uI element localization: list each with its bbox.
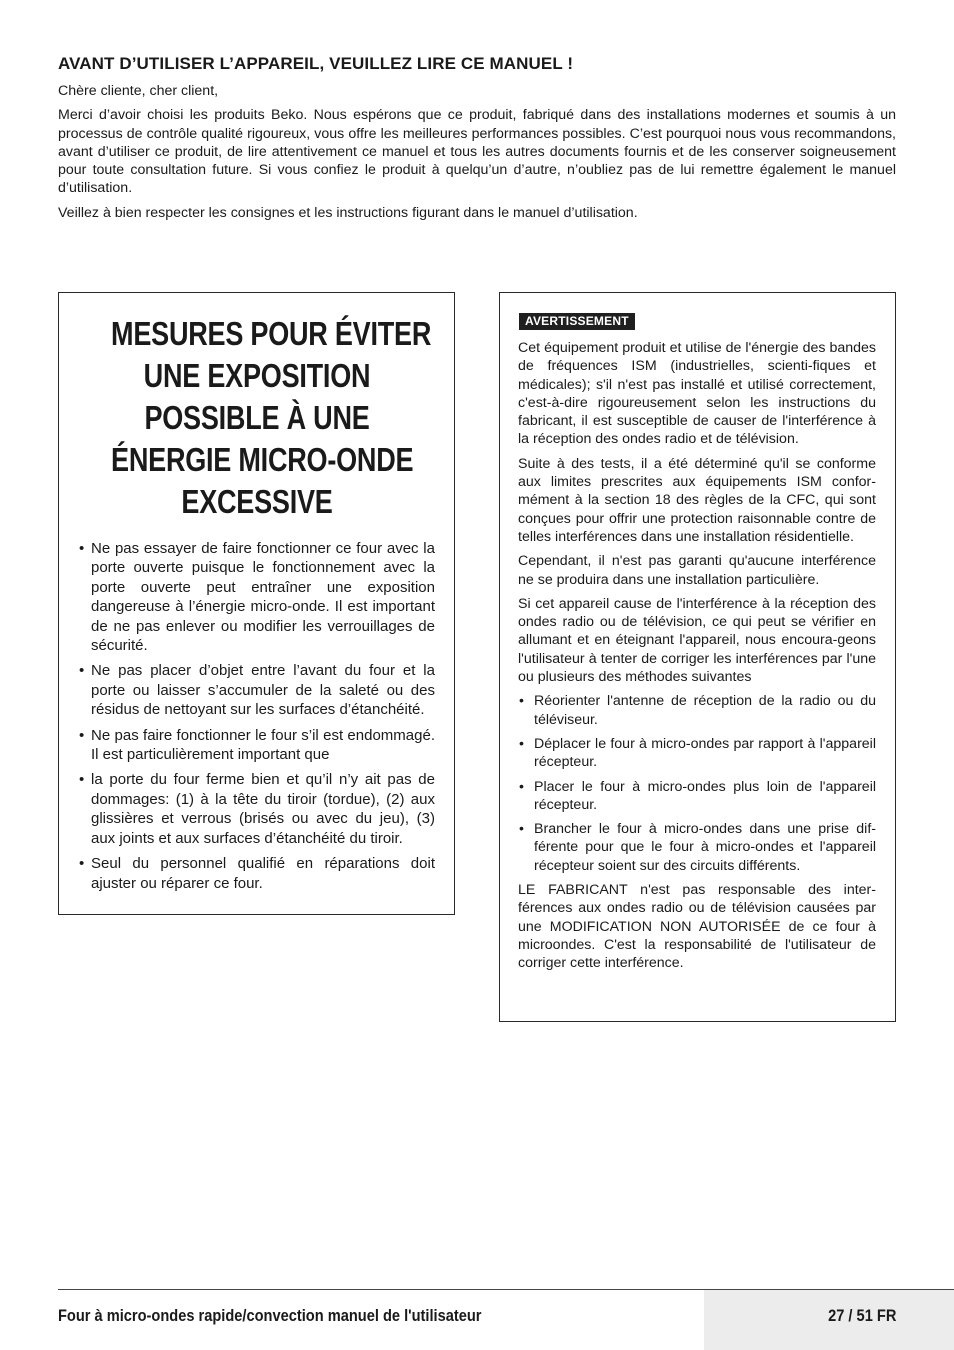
bullet-icon: • <box>519 735 524 752</box>
warning-paragraph: LE FABRICANT n'est pas responsable des inter-férences aux ondes radio ou de télévision causées par une MODIFICATION NON AUTORISÉE de ce four à microondes. C'est la responsabilité de l'utilisateur de corriger cette interférence. <box>518 882 876 972</box>
intro-paragraph: Merci d’avoir choisi les produits Beko. Nous espérons que ce produit, fabriqué dans des installations modernes et soumis à un processus de contrôle qualité rigoureux, vous offre les meilleures performances possibles. C’est pourquoi nous vous recommandons, avant d’utiliser ce produit, de lire attentivement ce manuel et tous les autres documents fournis et de les conserver soigneusement pour toute consultation future. Si vous confiez le produit à quelqu’un d’autre, n’oubliez pas de lui remettre également le manuel d’utilisation. <box>58 107 896 197</box>
list-item <box>518 820 876 875</box>
list-item-text: la porte du four ferme bien et qu’il n’y ait pas de dommages: (1) à la tête du tiroir (tordue), (2) aux glissières et verrous (brisés ou avec du jeu), (3) aux joints et aux surfaces d’étanchéité du tiroir. <box>91 771 435 847</box>
warning-box <box>499 292 896 1022</box>
warning-paragraph: Cependant, il n'est pas garanti qu'aucune interférence ne se produira dans une installation particulière. <box>518 553 876 588</box>
bullet-icon: • <box>79 662 85 680</box>
list-item <box>79 726 435 765</box>
list-item-text: Déplacer le four à micro-ondes par rapport à l'appareil récepteur. <box>534 735 876 771</box>
list-item-text: Ne pas placer d’objet entre l’avant du four et la porte ou laisser s’accumuler de la saleté ou des résidus de nettoyant sur les surfaces d’étanchéité. <box>91 662 435 719</box>
safety-title-line: POSSIBLE À UNE <box>144 399 370 436</box>
safety-title-line: EXCESSIVE <box>181 483 333 520</box>
bullet-icon: • <box>519 821 524 838</box>
list-item-text: Seul du personnel qualifié en réparations doit ajuster ou réparer ce four. <box>91 855 435 892</box>
list-item <box>79 539 435 655</box>
warning-paragraph: Cet équipement produit et utilise de l'énergie des bandes de fréquences ISM (industrielles, scienti-fiques et médicales); s'il n'est pas installé et utilisé correctement, c'est-à-dire rigoureusement selon les instructions du fabricant, il est susceptible de causer de l'interférence à la réception des ondes radio et de télévision. <box>518 340 876 448</box>
list-item-text: Ne pas essayer de faire fonctionner ce four avec la porte ouverte puisque le fonctionnement avec la porte ouverte peut entraîner une exposition dangereuse à l’énergie micro-onde. Il est important de ne pas enlever ou modifier les verrouillages de sécurité. <box>91 540 435 655</box>
intro-section <box>58 54 896 228</box>
list-item-text: Brancher le four à micro-ondes dans une prise dif-férente pour que le four à micro-ondes et l'appareil récepteur soient sur des circuits différents. <box>534 821 876 874</box>
list-item-text: Placer le four à micro-ondes plus loin de l'appareil récepteur. <box>534 778 876 813</box>
warning-tag: AVERTISSEMENT <box>519 313 635 330</box>
safety-title <box>111 313 432 523</box>
bullet-icon: • <box>79 726 85 744</box>
intro-paragraph: Veillez à bien respecter les consignes et les instructions figurant dans le manuel d’utilisation. <box>58 204 638 221</box>
list-item-text: Réorienter l'antenne de réception de la radio ou du téléviseur. <box>534 693 876 728</box>
safety-list <box>79 539 435 893</box>
list-item <box>79 661 435 719</box>
bullet-icon: • <box>79 540 85 557</box>
list-item <box>79 770 435 848</box>
bullet-icon: • <box>519 778 524 795</box>
safety-title-line: MESURES POUR ÉVITER <box>111 315 432 352</box>
salutation: Chère cliente, cher client, <box>58 83 219 99</box>
list-item-text: Ne pas faire fonctionner le four s’il est endommagé. Il est particulièrement important que <box>91 726 435 764</box>
warning-paragraph: Suite à des tests, il a été déterminé qu'il se conforme aux limites prescrites aux équipements ISM confor-mément à la section 18 des règles de la CFC, qui sont conçues pour offrir une protection raisonnable contre de telles interférences dans une installation résidentielle. <box>518 455 876 545</box>
bullet-icon: • <box>79 855 85 873</box>
footer-title: Four à micro-ondes rapide/convection manuel de l'utilisateur <box>58 1306 482 1325</box>
intro-heading: AVANT D’UTILISER L’APPAREIL, VEUILLEZ LIRE CE MANUEL ! <box>58 54 574 73</box>
remedy-list <box>518 692 876 875</box>
safety-title-line: ÉNERGIE MICRO-ONDE <box>111 441 414 478</box>
list-item <box>518 778 876 815</box>
page-number: 27 / 51 FR <box>827 1306 896 1325</box>
bullet-icon: • <box>519 693 524 710</box>
bullet-icon: • <box>79 771 85 789</box>
list-item <box>518 692 876 729</box>
list-item <box>79 854 435 893</box>
warning-paragraph: Si cet appareil cause de l'interférence à la réception des ondes radio ou de télévision, ce qui peut se vérifier en allumant et en éteignant l'appareil, nous encoura-geons l'utilisateur à tenter de corriger les interférences par l'une ou plusieurs des méthodes suivantes <box>518 595 876 686</box>
safety-title-line: UNE EXPOSITION <box>143 357 371 394</box>
safety-box <box>58 292 455 915</box>
list-item <box>518 735 876 772</box>
